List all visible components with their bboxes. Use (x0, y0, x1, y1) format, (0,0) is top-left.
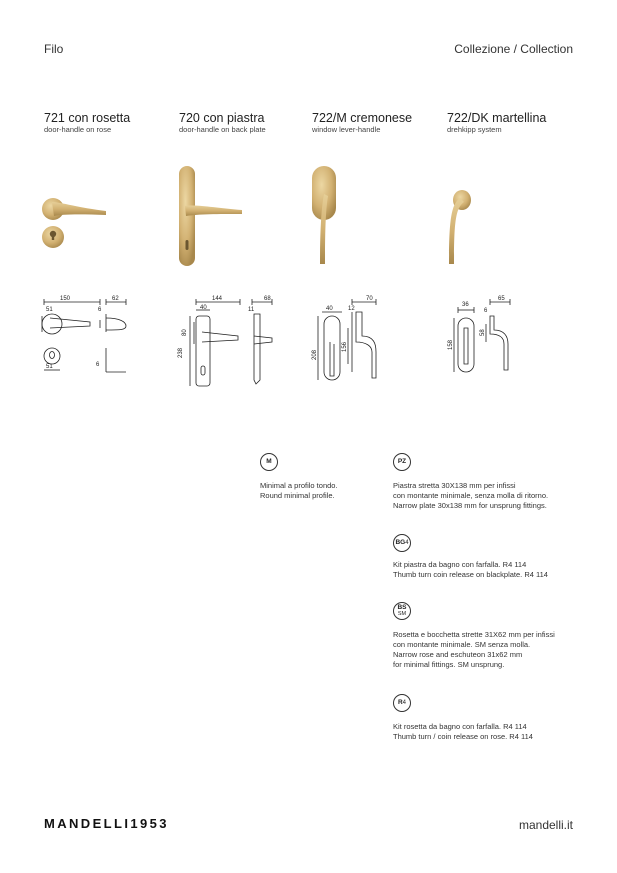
feature-line: Round minimal profile. (260, 491, 335, 500)
dim-label: 36 (462, 302, 469, 308)
feature-line: con montante minimale, senza molla di ritorno. (393, 491, 549, 500)
product-subtitle: door-handle on rose (44, 125, 112, 134)
dim-label: 70 (366, 296, 373, 302)
dim-label: 6 (98, 307, 102, 313)
dim-label: 58 (480, 329, 486, 336)
dim-label: 62 (112, 296, 119, 302)
drawing-721 (40, 292, 132, 382)
feature-line: Rosetta e bocchetta strette 31X62 mm per infissi (393, 630, 555, 639)
dim-label: 6 (96, 362, 100, 368)
photo-720-backplate-handle (176, 164, 248, 268)
dim-label: 156 (342, 341, 348, 352)
badge-label: BG (395, 539, 406, 546)
feature-line: Minimal a profilo tondo. (260, 481, 338, 490)
feature-text-m (260, 481, 338, 501)
badge-label: BS (397, 604, 407, 611)
badge-label: M (266, 458, 272, 465)
dim-label: 208 (312, 349, 318, 360)
feature-badge-bssm (393, 602, 411, 620)
feature-badge-pz (393, 453, 411, 471)
product-722dk (447, 111, 546, 134)
dim-label: 68 (264, 296, 271, 302)
photo-722dk-tilt-handle (440, 186, 476, 268)
badge-suffix: SM (397, 611, 407, 617)
dim-label: 158 (448, 339, 454, 350)
feature-line: Thumb turn coin release on blackplate. R4 114 (393, 570, 548, 579)
drawing-722dk (440, 292, 520, 378)
website-link[interactable]: mandelli.it (518, 818, 573, 832)
dim-label: 12 (348, 306, 355, 312)
feature-text-r4 (393, 722, 533, 742)
badge-suffix: 4 (405, 540, 409, 546)
dim-label: 40 (200, 305, 207, 311)
dim-label: 11 (248, 307, 255, 313)
dim-label: 40 (326, 306, 333, 312)
feature-line: Thumb turn / coin release on rose. R4 114 (393, 732, 533, 741)
drawing-722m (306, 292, 386, 386)
feature-text-bg4 (393, 560, 548, 580)
feature-badge-bg4 (393, 534, 411, 552)
dim-label: 238 (178, 347, 184, 358)
product-name: 721 con rosetta (44, 111, 131, 125)
collection-family-label: Filo (44, 42, 64, 56)
feature-badge-m (260, 453, 278, 471)
dim-label: 51 (46, 364, 53, 370)
feature-text-bssm (393, 630, 555, 670)
product-name: 722/M cremonese (312, 111, 413, 125)
drawing-720 (176, 292, 276, 388)
feature-line: Narrow plate 30x138 mm for unsprung fittings. (393, 501, 547, 510)
badge-label: PZ (397, 458, 407, 465)
feature-line: Kit piastra da bagno con farfalla. R4 114 (393, 560, 527, 569)
product-720 (179, 111, 266, 134)
brand-logo: MANDELLI1953 (44, 816, 169, 831)
collection-heading: Collezione / Collection (454, 42, 573, 56)
product-721 (44, 111, 130, 134)
dim-label: 144 (212, 296, 223, 302)
product-722m (312, 111, 412, 134)
badge-suffix: 4 (402, 700, 407, 706)
dim-label: 51 (46, 307, 53, 313)
product-subtitle: window lever-handle (312, 125, 381, 134)
feature-line: Kit rosetta da bagno con farfalla. R4 114 (393, 722, 527, 731)
product-subtitle: door-handle on back plate (179, 125, 266, 134)
dim-label: 6 (484, 308, 488, 314)
product-name: 720 con piastra (179, 111, 265, 125)
photo-722m-window-handle (306, 164, 342, 268)
photo-721-rose-handle (40, 190, 112, 250)
dim-label: 65 (498, 296, 505, 302)
product-name: 722/DK martellina (447, 111, 547, 125)
feature-line: con montante minimale. SM senza molla. (393, 640, 531, 649)
feature-badge-r4 (393, 694, 411, 712)
feature-line: for minimal fittings. SM unsprung. (393, 660, 505, 669)
dim-label: 80 (182, 329, 188, 336)
badge-label: R (397, 699, 403, 706)
product-subtitle: drehkipp system (447, 125, 502, 134)
feature-line: Narrow rose and eschuteon 31x62 mm (393, 650, 523, 659)
feature-line: Piastra stretta 30X138 mm per infissi (393, 481, 516, 490)
dim-label: 150 (60, 296, 71, 302)
feature-text-pz (393, 481, 548, 511)
